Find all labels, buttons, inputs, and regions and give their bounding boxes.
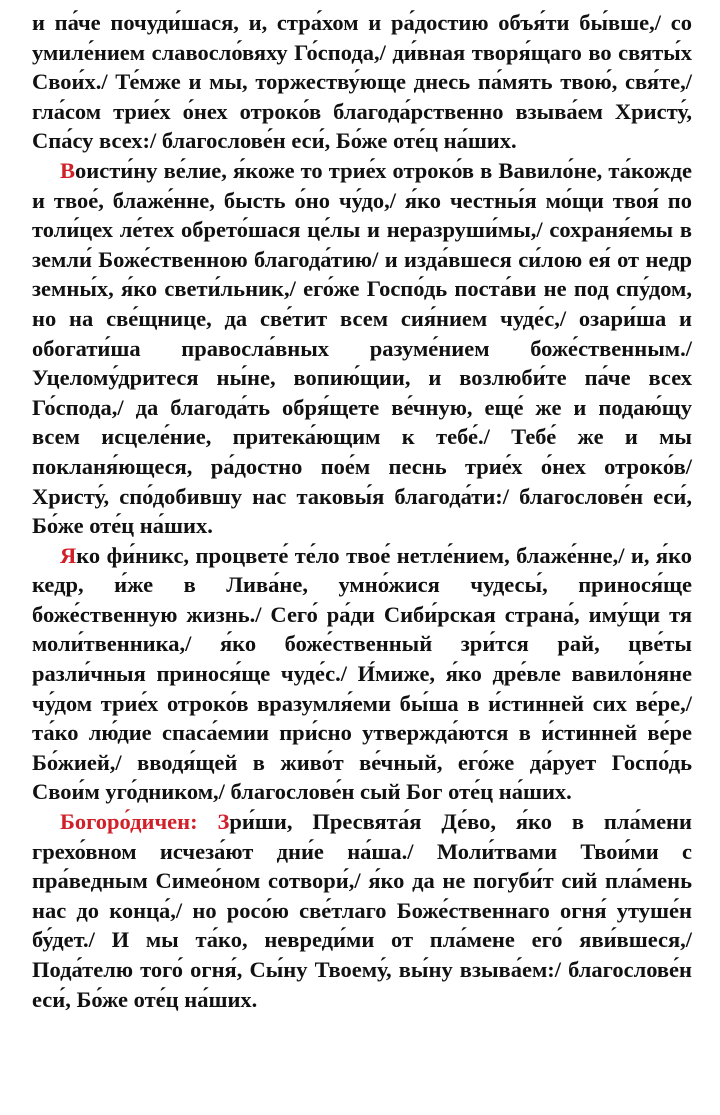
paragraph-2-text: оисти́ну ве́лие, я́коже то трие́х отроко́в в Вавило́не, та́кожде и твое́, блаже́нне, бысть о́но чу́до,/ я́ко честны́я мо́щи твоя́ по толи́цех ле́тех обрето́шася це́лы и неразруши́мы,/ сохраня́емы в земли́ Боже́ственною благода́тию/ и изда́вшеся си́лою ея́ от недр земны́х, я́ко свети́льник,/ его́же Госпо́дь поста́ви не под спу́дом, но на све́щнице, да све́тит всем сия́нием чуде́с,/ озари́ша и обогати́ша правосла́вных разуме́нием боже́ственным./ Уцелому́дритеся ны́не, вопию́щии, и возлюби́те па́че всех Го́спода,/ да благода́ть обря́щете ве́чную, еще́ же и подаю́щу всем исцеле́ние, притека́ющим к тебе́./ Тебе́ же и мы покланя́ющеся, ра́достно пое́м песнь трие́х о́нех отроко́в/ Христу́, спо́добившу нас таковы́я благода́ти:/ благослове́н еси́, Бо́же оте́ц на́ших. (32, 157, 692, 539)
paragraph-3-text: ко фи́никс, процвете́ те́ло твое́ нетле́нием, блаже́нне,/ и, я́ко кедр, и́же в Лива́не, умно́жися чудесы́, принося́ще боже́ственную жизнь./ Сего́ ра́ди Сиби́рская страна́, иму́щи тя моли́твенника,/ я́ко боже́ственный зри́тся рай, цве́ты разли́чныя принося́ще чуде́с./ И́миже, я́ко дре́вле вавило́няне чу́дом трие́х отроко́в вразумля́еми бы́ша в и́стинней сих ве́ре,/ та́ко лю́дие спаса́емии при́сно утвержда́ются в и́стинней ве́ре Бо́жией,/ вводя́щей в живо́т ве́чный, его́же да́рует Госпо́дь Свои́м уго́дником,/ благослове́н сый Бог оте́ц на́ших. (32, 542, 692, 805)
paragraph-voistinu (32, 156, 692, 541)
paragraph-continuation (32, 8, 692, 156)
paragraph-yako-finiks (32, 541, 692, 807)
drop-initial-ya: Я (60, 542, 77, 568)
paragraph-4-text: ри́ши, Пресвята́я Де́во, я́ко в пла́мени грехо́вном исчеза́ют дни́е на́ша./ Моли́твами Твои́ми с пра́ведным Симео́ном сотвори́,/ я́ко да не погуби́т сий пла́мень нас до конца́,/ но росо́ю све́тлаго Боже́ственнаго огня́ утуше́н бу́дет./ И мы та́ко, невреди́ми от пла́мене его́ яви́вшеся,/ Пода́телю того́ огня́, Сы́ну Твоему́, вы́ну взыва́ем:/ благослове́н еси́, Бо́же оте́ц на́ших. (32, 809, 692, 1012)
paragraph-1-text: и па́че почуди́шася, и, стра́хом и ра́достию объя́ти бы́вше,/ со умиле́нием славосло́вяху Го́спода,/ ди́вная творя́щаго во святы́х Свои́х./ Те́мже и мы, торжеству́юще днесь па́мять твою́, свя́те,/ гла́сом трие́х о́нех отроко́в благода́рственно взыва́ем Христу́, Спа́су всех:/ благослове́н еси́, Бо́же оте́ц на́ших. (32, 10, 692, 154)
page-text (32, 8, 692, 1014)
drop-initial-v: В (60, 157, 76, 183)
rubric-bogorodichen: Богоро́дичен: З (60, 809, 230, 835)
paragraph-bogorodichen (32, 807, 692, 1014)
